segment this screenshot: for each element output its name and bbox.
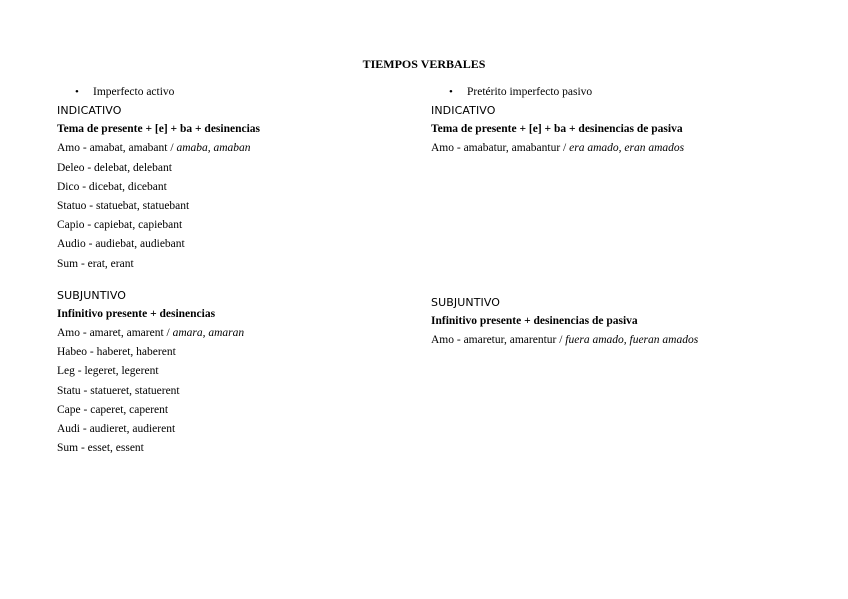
example-line: Amo - amabatur, amabantur / era amado, eran amados xyxy=(431,142,685,155)
example-line: Deleo - delebat, delebant xyxy=(57,161,172,174)
right-column xyxy=(431,84,791,350)
example-line: Amo - amabat, amabant / amaba, amaban xyxy=(57,142,251,155)
example-line: Statu - statueret, statuerent xyxy=(57,384,180,397)
rule-text: Tema de presente + [e] + ba + desinencias de pasiva xyxy=(431,123,683,136)
example-line: Capio - capiebat, capiebant xyxy=(57,219,183,232)
example-line: Audio - audiebat, audiebant xyxy=(57,238,185,251)
example-line: Amo - amaretur, amarentur / fuera amado, fueran amados xyxy=(431,333,699,346)
rule-text: Tema de presente + [e] + ba + desinencias xyxy=(57,123,261,136)
bullet-icon: • xyxy=(449,86,453,98)
bullet-label: Pretérito imperfecto pasivo xyxy=(467,86,593,98)
example-line: Sum - erat, erant xyxy=(57,257,134,270)
section-heading-indicativo: INDICATIVO xyxy=(57,104,122,117)
section-heading-indicativo: INDICATIVO xyxy=(431,104,496,117)
section-heading-subjuntivo: SUBJUNTIVO xyxy=(431,295,501,309)
example-line: Cape - caperet, caperent xyxy=(57,403,169,416)
bullet-icon: • xyxy=(75,86,79,98)
document-title: TIEMPOS VERBALES xyxy=(362,57,486,71)
bullet-label: Imperfecto activo xyxy=(93,86,175,98)
rule-text: Infinitivo presente + desinencias xyxy=(57,307,216,320)
bullet-item-imperfecto-activo xyxy=(57,84,417,101)
example-line: Audi - audieret, audierent xyxy=(57,423,176,435)
example-line: Sum - esset, essent xyxy=(57,442,144,455)
example-line: Habeo - haberet, haberent xyxy=(57,346,176,359)
example-line: Dico - dicebat, dicebant xyxy=(57,180,167,193)
example-line: Amo - amaret, amarent / amara, amaran xyxy=(57,327,245,340)
left-column xyxy=(57,84,417,458)
example-line: Statuo - statuebat, statuebant xyxy=(57,199,190,212)
rule-text: Infinitivo presente + desinencias de pasiva xyxy=(431,314,638,327)
bullet-item-preterito-imperfecto-pasivo xyxy=(431,84,791,101)
section-heading-subjuntivo: SUBJUNTIVO xyxy=(57,288,127,302)
example-line: Leg - legeret, legerent xyxy=(57,365,159,378)
